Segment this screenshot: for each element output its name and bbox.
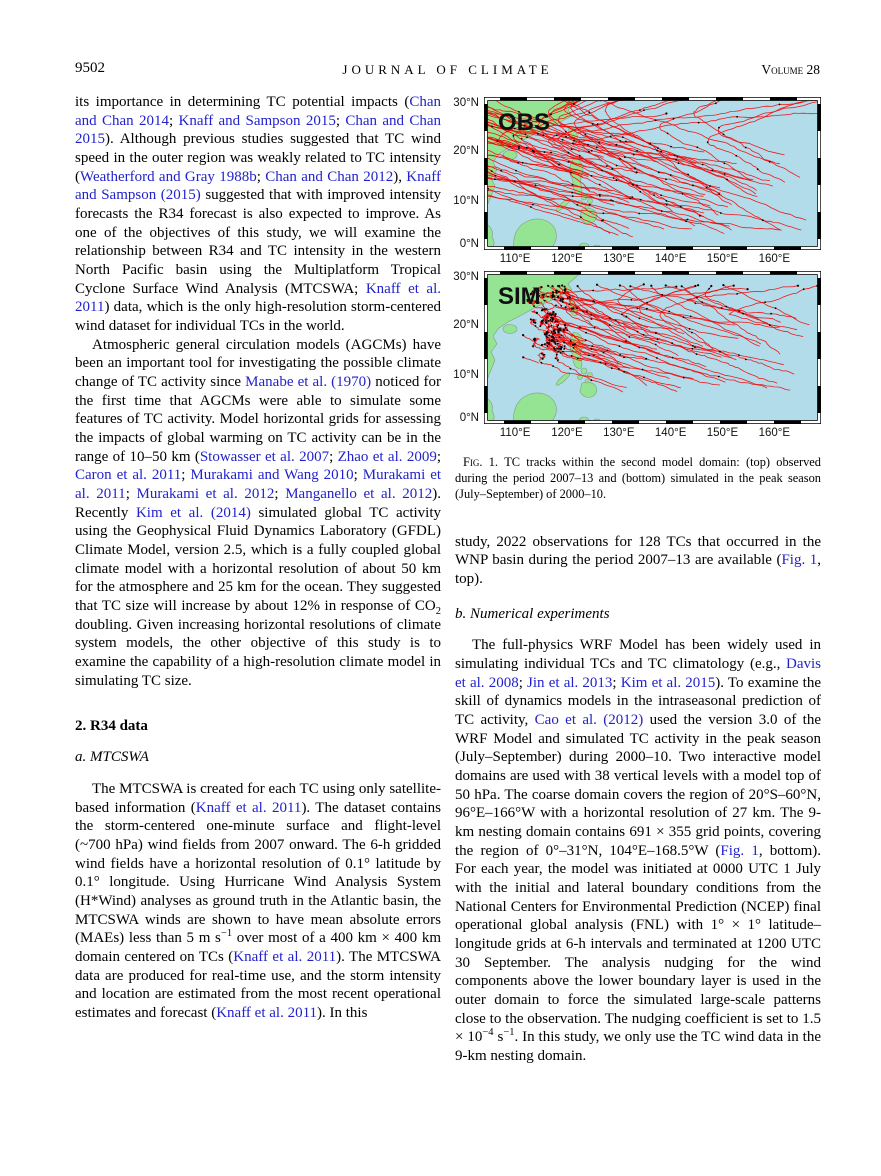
citation-link[interactable]: Chan and Chan 2014 xyxy=(75,94,441,129)
text-run: ; xyxy=(518,674,528,691)
citation-link[interactable]: Knaff et al. 2011 xyxy=(216,1004,318,1021)
x-tick-label: 130°E xyxy=(603,253,635,265)
text-run: ; xyxy=(274,486,286,503)
citation-link[interactable]: Weatherford and Gray 1988b xyxy=(80,168,257,185)
text-run: simulated global TC activity using the Geophysical Fluid Dynamics Laboratory (GFDL) Climate Model, version 2.5, which is a fully coupled global climate model with a horizontal resolution of about 50 km for the atmosphere and 25 km for the ocean. They suggested that TC size will increase by about 12% in response of CO xyxy=(75,504,441,615)
text-run: The MTCSWA is created for each TC using only satellite-based information ( xyxy=(75,780,441,816)
citation-link[interactable]: Kim et al. 2015 xyxy=(620,674,716,691)
citation-link[interactable]: Knaff et al. 2011 xyxy=(195,799,302,816)
citation-link[interactable]: Fig. 1 xyxy=(781,552,818,569)
text-run: ). The MTCSWA data are produced for real-time use, and the storm intensity and location are estimated from the most recent operational estimates and forecast ( xyxy=(75,948,441,1021)
paragraph xyxy=(75,780,441,1023)
text-run: ; xyxy=(353,467,363,484)
section-heading-r34-data: 2. R34 data xyxy=(75,717,148,734)
text-run: −1 xyxy=(220,928,233,940)
text-run: ; xyxy=(335,112,346,129)
x-tick-label: 160°E xyxy=(758,427,791,439)
y-tick-label: 0°N xyxy=(459,237,479,250)
obs-x-axis-labels xyxy=(484,252,821,269)
citation-link[interactable]: Davis et al. 2008 xyxy=(455,655,821,691)
citation-link[interactable]: Manganello et al. 2012 xyxy=(285,486,433,503)
y-tick-label: 10°N xyxy=(453,368,479,381)
text-run: suggested that with improved intensity forecasts the R34 forecast is also expected to improve. As one of the objectives of this study, we will examine the relationship between R34 and TC intensity in the western North Pacific basin using the Multiplatform Tropical Cyclone Surface Wind Analysis (MTCSWA; xyxy=(75,187,441,297)
y-tick-label: 30°N xyxy=(453,270,479,283)
text-run: ). The dataset contains the storm-centered one-minute surface and flight-level (~700 hPa) wind fields from 2007 onward. The 6-h gridded wind fields have a horizontal resolution of 0.1° latitude by 0.1° longitude. Using Hurricane Wind Analysis System (H*Wind) analyses as ground truth in the Atlantic basin, the MTCSWA winds are shown to have mean absolute errors (MAEs) less than 5 m s xyxy=(75,799,442,947)
citation-link[interactable]: Zhao et al. 2009 xyxy=(337,448,437,465)
page-number: 9502 xyxy=(75,60,105,76)
x-tick-label: 120°E xyxy=(551,253,583,265)
citation-link[interactable]: Cao et al. (2012) xyxy=(534,712,644,728)
paragraph xyxy=(75,93,441,336)
citation-link[interactable]: Stowasser et al. 2007 xyxy=(199,448,330,465)
text-run: ; xyxy=(168,112,179,129)
text-run: Fig. 1. xyxy=(463,455,505,469)
citation-link[interactable]: Manabe et al. (1970) xyxy=(245,374,372,391)
text-run: Atmospheric general circulation models (AGCMs) have been an important tool for investigating the possible climate change of TC activity since xyxy=(75,336,441,391)
paragraph xyxy=(75,336,441,691)
x-tick-label: 160°E xyxy=(758,253,791,265)
citation-link[interactable]: Fig. 1 xyxy=(720,842,759,859)
text-run: s xyxy=(493,1029,504,1046)
paragraph xyxy=(455,533,821,589)
citation-link[interactable]: Murakami et al. 2012 xyxy=(136,486,275,503)
text-run: −1 xyxy=(503,1027,515,1039)
y-tick-label: 0°N xyxy=(459,411,479,424)
sim-track-map xyxy=(484,271,821,424)
text-run: ; xyxy=(436,448,442,465)
text-run: ). Although previous studies suggested that TC wind speed in the outer region was weakly related to TC intensity ( xyxy=(75,131,441,185)
x-tick-label: 120°E xyxy=(551,427,583,439)
text-run: ), xyxy=(393,168,407,185)
panel-label: SIM xyxy=(498,283,541,310)
y-tick-label: 30°N xyxy=(453,96,479,109)
journal-title: JOURNAL OF CLIMATE xyxy=(342,62,553,77)
obs-y-axis-labels xyxy=(455,97,484,269)
text-run: its importance in determining TC potential impacts ( xyxy=(75,94,410,110)
right-column-text xyxy=(455,533,821,1066)
text-run: ; xyxy=(329,448,338,465)
text-run: 2 xyxy=(435,606,441,618)
sim-y-axis-labels xyxy=(455,271,484,443)
y-tick-label: 20°N xyxy=(453,319,479,332)
text-run: noticed for the first time that AGCMs were able to simulate some features of TC activity. Model horizontal grids for assessing the impacts of global warming on TC activity can be in the range of 10–50 km ( xyxy=(75,374,442,465)
x-tick-label: 130°E xyxy=(603,427,635,439)
subsection-heading-numerical-experiments: b. Numerical experiments xyxy=(455,605,610,622)
text-run: . In this study, we only use the TC wind data in the 9-km nesting domain. xyxy=(455,1029,821,1065)
citation-link[interactable]: Murakami and Wang 2010 xyxy=(190,467,354,484)
y-tick-label: 10°N xyxy=(453,194,479,207)
y-tick-label: 20°N xyxy=(453,145,479,158)
text-run: ; xyxy=(181,467,191,484)
citation-link[interactable]: Chan and Chan 2012 xyxy=(265,168,394,185)
subsection-heading-mtcswa: a. MTCSWA xyxy=(75,749,149,766)
left-column xyxy=(75,93,441,1023)
citation-link[interactable]: Murakami et al. 2011 xyxy=(75,467,442,503)
text-run: The full-physics WRF Model has been widely used in simulating individual TCs and TC climatology (e.g., xyxy=(455,637,821,672)
figure-caption xyxy=(455,455,821,503)
text-run: ; xyxy=(612,674,621,691)
text-run: ). To examine the skill of dynamics models in the intraseasonal prediction of TC activity, xyxy=(455,674,821,728)
page-header xyxy=(75,60,820,80)
citation-link[interactable]: Kim et al. (2014) xyxy=(135,504,251,521)
citation-link[interactable]: Jin et al. 2013 xyxy=(527,674,613,691)
citation-link[interactable]: Knaff and Sampson 2015 xyxy=(178,112,336,129)
text-run: used the version 3.0 of the WRF Model and simulated TC activity in the peak season (July–September) during 2000–10. Two interactive model domains are used with 38 vertical levels with a model top of 50 hPa. The coarse domain covers the region of 20°S–60°N, 96°E–166°W with a horizontal resolution of 27 km. The 9-km nesting domain contains 691 × 355 grid points, covering the region of 0°–31°N, 104°E–168.5°W ( xyxy=(455,712,821,859)
citation-link[interactable]: Knaff and Sampson (2015) xyxy=(75,168,441,204)
text-run: , bottom). For each year, the model was initiated at 0000 UTC 1 July with the initial and lateral boundary conditions from the National Centers for Environmental Prediction (NCEP) final operational global analysis (FNL) with 1° × 1° latitude–longitude grids at 6-h intervals and terminated at 1200 UTC 30 September. The analysis nudging for the wind components above the lower boundary layer is used in the outer domain to force the simulated large-scale patterns close to the observation. The nudging coefficient is set to 1.5 × 10 xyxy=(455,842,821,1046)
text-run: TC tracks within the second model domain: (top) observed during the period 2007–13 and (bottom) simulated in the peak season (July–September) of 2000–10. xyxy=(455,455,821,501)
text-run: ) data, which is the only high-resolution storm-centered wind dataset for individual TCs in the world. xyxy=(75,299,441,335)
right-column xyxy=(455,93,821,1066)
x-tick-label: 150°E xyxy=(706,253,739,265)
citation-link[interactable]: Chan and Chan 2015 xyxy=(75,112,442,148)
x-tick-label: 110°E xyxy=(499,427,531,439)
text-run: −4 xyxy=(482,1027,494,1039)
x-tick-label: 110°E xyxy=(499,253,531,265)
text-run: over most of a 400 km × 400 km domain centered on TCs ( xyxy=(75,930,441,965)
x-tick-label: 150°E xyxy=(706,427,739,439)
map-panel-sim xyxy=(455,271,821,443)
x-tick-label: 140°E xyxy=(654,427,687,439)
panel-label: OBS xyxy=(498,109,551,136)
citation-link[interactable]: Caron et al. 2011 xyxy=(75,467,182,484)
volume-label: Volume 28 xyxy=(761,62,820,77)
text-run: , top). xyxy=(455,552,821,587)
text-run: doubling. Given increasing horizontal resolutions of climate system models, the other objective of this study is to examine the capability of a high-resolution climate model in simulating TC size. xyxy=(75,616,441,689)
figure-1 xyxy=(455,97,821,503)
map-panel-obs xyxy=(455,97,821,269)
x-tick-label: 140°E xyxy=(654,253,687,265)
text-run: ; xyxy=(256,168,266,185)
text-run: ). In this xyxy=(317,1004,368,1021)
text-run: study, 2022 observations for 128 TCs that occurred in the WNP basin during the period 2007–13 are available ( xyxy=(455,533,821,569)
sim-x-axis-labels xyxy=(484,426,821,443)
paragraph xyxy=(455,636,821,1065)
citation-link[interactable]: Knaff et al. 2011 xyxy=(75,280,441,316)
obs-track-map xyxy=(484,97,821,250)
text-run: ; xyxy=(125,486,137,503)
text-run: ). Recently xyxy=(75,486,441,521)
citation-link[interactable]: Knaff et al. 2011 xyxy=(233,948,337,965)
